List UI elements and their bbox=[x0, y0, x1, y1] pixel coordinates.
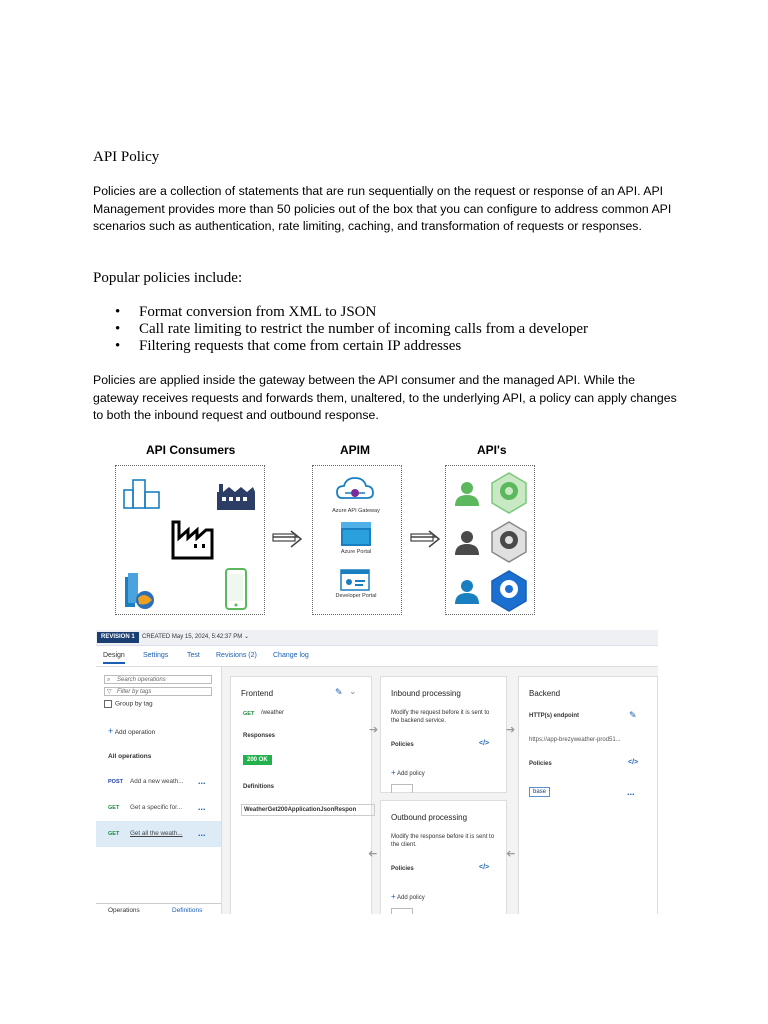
policy-box bbox=[391, 908, 413, 914]
add-operation-button[interactable]: + Add operation bbox=[108, 726, 156, 736]
apis-title: API's bbox=[477, 443, 507, 457]
revision-created: CREATED May 15, 2024, 5:42:37 PM ⌄ bbox=[142, 634, 249, 640]
group-by-tag-checkbox[interactable]: Group by tag bbox=[104, 700, 153, 708]
list-item: • Filtering requests that come from certain IP addresses bbox=[115, 338, 462, 354]
operation-name: Add a new weath... bbox=[130, 778, 184, 785]
plus-icon: + bbox=[108, 726, 114, 736]
inbound-description: Modify the request before it is sent to the backend service. bbox=[391, 710, 490, 724]
arrow-right-icon: ➔ bbox=[506, 724, 516, 736]
api-hexagon-dark-icon bbox=[492, 522, 526, 562]
more-icon[interactable]: ... bbox=[198, 776, 206, 786]
revision-badge[interactable]: REVISION 1 bbox=[97, 632, 139, 643]
code-editor-icon[interactable]: </> bbox=[628, 759, 639, 766]
filter-tags-input[interactable]: ▽ Filter by tags bbox=[104, 687, 212, 696]
list-item: • Format conversion from XML to JSON bbox=[115, 304, 377, 320]
design-tabs bbox=[96, 646, 658, 667]
arrow-left-icon: ➔ bbox=[506, 848, 516, 860]
code-editor-icon[interactable]: </> bbox=[479, 740, 490, 747]
filter-icon: ▽ bbox=[107, 689, 112, 695]
search-icon: ⌕ bbox=[107, 677, 111, 683]
backend-card bbox=[518, 676, 658, 914]
chevron-down-icon[interactable]: ⌄ bbox=[349, 686, 357, 696]
add-policy-button[interactable]: + Add policy bbox=[391, 768, 425, 777]
revision-bar bbox=[96, 630, 658, 646]
factory-outline-icon bbox=[173, 522, 212, 558]
add-policy-button[interactable]: + Add policy bbox=[391, 892, 425, 901]
frontend-card bbox=[230, 676, 372, 914]
chevron-down-icon[interactable]: ⌄ bbox=[243, 634, 249, 640]
outbound-title: Outbound processing bbox=[391, 813, 468, 822]
backend-url: https://app-brezyweather-prod51... bbox=[529, 737, 621, 743]
developer-portal-label: Developer Portal bbox=[335, 593, 377, 599]
apim-architecture-diagram bbox=[93, 438, 543, 620]
arrow-left-icon: ➔ bbox=[368, 848, 378, 860]
user-blue-icon bbox=[455, 580, 479, 604]
policies-label: Policies bbox=[391, 742, 414, 748]
backend-title: Backend bbox=[529, 689, 561, 698]
intro-paragraph: Policies are a collection of statements that are run sequentially on the request or response of an API. API Management provides more than 50 policies out of the box that you can configure to address common API scenarios such as authentication, rate limiting, caching, and transformation of requests or responses. bbox=[93, 184, 672, 233]
edit-icon[interactable]: ✎ bbox=[335, 687, 343, 697]
azure-portal-icon bbox=[341, 522, 371, 546]
arrow-right-icon: ➔ bbox=[369, 724, 379, 736]
responses-label: Responses bbox=[243, 733, 276, 739]
inbound-title: Inbound processing bbox=[391, 689, 461, 698]
azure-portal-label: Azure Portal bbox=[340, 549, 372, 555]
api-hexagon-blue-icon bbox=[492, 571, 526, 611]
tab-definitions[interactable]: Definitions bbox=[172, 907, 203, 914]
tab-revisions[interactable]: Revisions (2) bbox=[216, 652, 257, 659]
definitions-label: Definitions bbox=[243, 784, 274, 790]
inbound-processing-card bbox=[380, 676, 507, 793]
divider bbox=[96, 903, 221, 904]
operation-row-selected[interactable] bbox=[96, 821, 221, 847]
base-policy[interactable]: base bbox=[529, 787, 550, 797]
tab-settings[interactable]: Settings bbox=[143, 652, 169, 659]
api-consumers-title: API Consumers bbox=[146, 443, 236, 457]
arrow-right-icon bbox=[411, 531, 439, 547]
api-hexagon-green-icon bbox=[492, 473, 526, 513]
operation-row[interactable] bbox=[96, 795, 221, 821]
method-badge: GET bbox=[108, 805, 120, 811]
arrow-right-icon bbox=[273, 531, 301, 547]
developer-portal-icon bbox=[341, 570, 369, 590]
policies-label: Policies bbox=[529, 761, 552, 767]
server-globe-icon bbox=[125, 573, 154, 609]
factory-icon bbox=[217, 484, 255, 510]
plus-icon: + bbox=[391, 892, 396, 901]
status-badge: 200 OK bbox=[243, 755, 272, 765]
method-badge: POST bbox=[108, 779, 123, 785]
operation-row[interactable] bbox=[96, 769, 221, 795]
gateway-label: Azure API Gateway bbox=[332, 508, 380, 514]
more-icon[interactable]: ... bbox=[627, 787, 635, 797]
policy-box bbox=[391, 784, 413, 793]
method-badge: GET bbox=[108, 831, 120, 837]
plus-icon: + bbox=[391, 768, 396, 777]
code-editor-icon[interactable]: </> bbox=[479, 864, 490, 871]
user-dark-icon bbox=[455, 531, 479, 555]
api-gateway-icon bbox=[337, 478, 373, 498]
office-building-icon bbox=[124, 480, 159, 508]
tab-change-log[interactable]: Change log bbox=[273, 652, 309, 659]
all-operations-item[interactable]: All operations bbox=[108, 753, 152, 760]
frontend-title: Frontend bbox=[241, 689, 274, 698]
policies-list bbox=[93, 304, 588, 355]
list-item: • Call rate limiting to restrict the number of incoming calls from a developer bbox=[115, 321, 589, 337]
operations-panel bbox=[96, 667, 222, 914]
http-endpoint-label: HTTP(s) endpoint bbox=[529, 713, 579, 719]
operation-name: Get a specific for... bbox=[130, 804, 183, 811]
apim-portal-screenshot bbox=[96, 630, 658, 914]
more-icon[interactable]: ... bbox=[198, 802, 206, 812]
definition-field[interactable]: WeatherGet200ApplicationJsonRespon bbox=[241, 804, 375, 816]
checkbox-icon[interactable] bbox=[104, 700, 112, 708]
search-operations-input[interactable]: ⌕ Search operations bbox=[104, 675, 212, 684]
gateway-paragraph: Policies are applied inside the gateway between the API consumer and the managed API. While the gateway receives requests and forwards them, unaltered, to the underlying API, a policy can apply changes to both the inbound request and outbound response. bbox=[93, 373, 677, 422]
policies-label: Policies bbox=[391, 866, 414, 872]
page-heading: API Policy bbox=[93, 149, 160, 165]
user-green-icon bbox=[455, 482, 479, 506]
edit-icon[interactable]: ✎ bbox=[629, 710, 637, 720]
frontend-path: /weather bbox=[261, 710, 285, 716]
outbound-description: Modify the response before it is sent to the client. bbox=[391, 834, 495, 848]
tab-operations[interactable]: Operations bbox=[108, 907, 140, 914]
outbound-processing-card bbox=[380, 800, 507, 914]
mobile-phone-icon bbox=[226, 569, 246, 609]
tab-test[interactable]: Test bbox=[187, 652, 200, 659]
apim-title: APIM bbox=[340, 443, 370, 457]
operation-name: Get all the weath... bbox=[130, 830, 183, 837]
method-badge: GET bbox=[243, 711, 255, 717]
tab-design[interactable]: Design bbox=[103, 652, 125, 664]
popular-policies-heading: Popular policies include: bbox=[93, 270, 243, 286]
more-icon[interactable]: ... bbox=[198, 828, 206, 838]
